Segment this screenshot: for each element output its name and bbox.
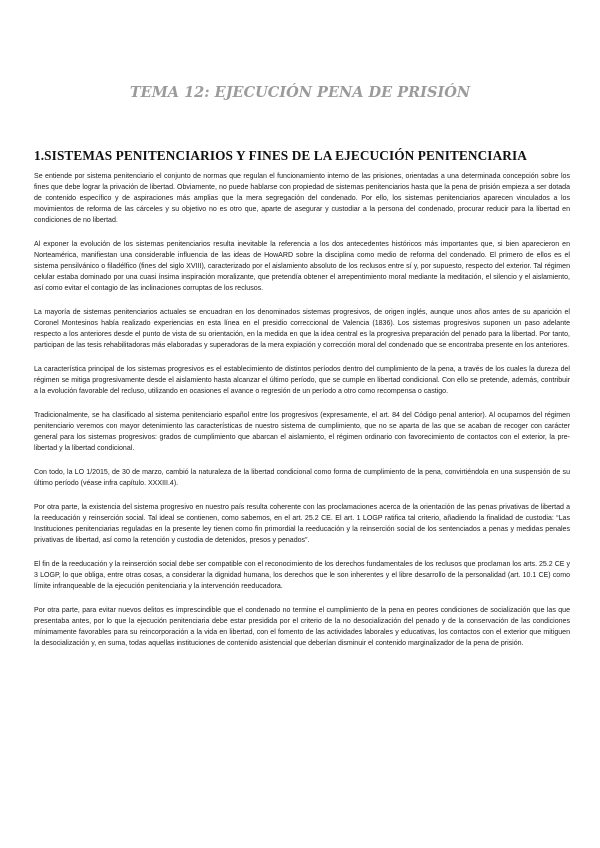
- paragraph: La mayoría de sistemas penitenciarios actuales se encuadran en los denominados sistemas progresivos, de origen inglés, aunque unos años antes de su aparición el Coronel Montesinos había realizado experiencias en esta línea en el presidio correccional de Valencia (1836). Los sistemas progresivos suponen un paso adelante respecto a los anteriores desde el punto de vista de su orientación, en la medida en que la idea central es la progresiva preparación del penado para la libertad. Por tanto, participan de las tesis rehabilitadoras más elaboradas y superadoras de la mera expiación y corrección moral del condenado que se encontraba presente en los anteriores.: [34, 308, 570, 349]
- section-heading: 1.SISTEMAS PENITENCIARIOS Y FINES DE LA EJECUCIÓN PENITENCIARIA: [34, 148, 527, 163]
- paragraph: La característica principal de los sistemas progresivos es el establecimiento de distintos períodos dentro del cumplimiento de la pena, a través de los cuales la dureza del régimen se mitiga progresivamente desde el aislamiento hasta alcanzar el último período, que se cumple en libertad condicional. Con ello se pretende, además, contribuir a la evolución favorable del recluso, utilizando en ocasiones el avance o regresión de un período a otro como recompensa o castigo.: [34, 365, 570, 395]
- paragraph: Tradicionalmente, se ha clasificado al sistema penitenciario español entre los progresivos (expresamente, el art. 84 del Código penal anterior). Al ocuparnos del régimen penitenciario veremos con mayor detenimiento las características de nuestro sistema de cumplimiento, que no se aparta de las que se acaban de recoger con carácter general para los sistemas progresivos: grados de cumplimiento que abarcan el aislamiento, el régimen ordinario con favorecimiento de contactos con el exterior, la pre-libertad y la libertad condicional.: [34, 411, 570, 452]
- paragraph: Por otra parte, la existencia del sistema progresivo en nuestro país resulta coherente con las proclamaciones acerca de la orientación de las penas privativas de libertad a la reeducación y reinserción social. Tal ideal se contienen, como sabemos, en el art. 25.2 CE. El art. 1 LOGP ratifica tal criterio, añadiendo la finalidad de custodia: “Las Instituciones penitenciarias reguladas en la presente ley tienen como fin primordial la reeducación y la reinserción social de los sentenciados a penas y medidas penales privativas de libertad, así como la retención y custodia de detenidos, presos y penados”.: [34, 504, 570, 544]
- body-text: [34, 172, 570, 663]
- paragraph: Con todo, la LO 1/2015, de 30 de marzo, cambió la naturaleza de la libertad condicional como forma de cumplimiento de la pena, convirtiéndola en una suspensión de su último período (véase infra capítulo. XXXIII.4).: [34, 468, 570, 487]
- paragraph: Por otra parte, para evitar nuevos delitos es imprescindible que el condenado no termine el cumplimiento de la pena en peores condiciones de socialización que las que presentaba antes, por lo que la ejecución penitenciaria debe estar presidida por el criterio de la no desocialización del penado y de la conservación de las condiciones mínimamente favorables para su reincorporación a la vida en libertad, con el fomento de las actividades laborales y educativas, los contactos con el exterior que mitiguen la desocialización y, en suma, todas aquellas instituciones de contenido asistencial que deberían disminuir el contenido marginalizador de la pena de prisión.: [34, 607, 570, 647]
- document-title: TEMA 12: EJECUCIÓN PENA DE PRISIÓN: [129, 84, 471, 101]
- paragraph: Se entiende por sistema penitenciario el conjunto de normas que regulan el funcionamiento interno de las prisiones, orientadas a una determinada concepción sobre los fines que debe lograr la privación de libertad. Obviamente, no puede hablarse con propiedad de sistemas penitenciarios hasta que la pena de prisión empieza a ser dotada de contenido específico y de aspiraciones más amplias que la mera segregación del condenado. Por ello, los sistemas penitenciarios aparecen vinculados a los movimientos de reforma de las cárceles y su objetivo no es otro que, aparte de asegurar y custodiar a la persona del condenado, procurar reducir para la libertad en condiciones de no libertad.: [34, 173, 570, 224]
- paragraph: Al exponer la evolución de los sistemas penitenciarios resulta inevitable la referencia a los dos antecedentes históricos más importantes que, si bien aparecieron en Norteamérica, manifiestan una considerable influencia de las ideas de HowARD sobre la disciplina como medio de reforma del condenado. El primero de ellos es el sistema pensilvánico o filadélfico (fines del siglo XVIII), caracterizado por el aislamiento absoluto de los reclusos entre sí y, por supuesto, respecto del exterior. Tal régimen celular estaba dominado por una cuasi ínsima inspiración moralizante, que pretendía obtener el arrepentimiento moral mediante la meditación, el silencio y el aislamiento, así como evitar el contagio de las inclinaciones corruptas de los reclusos.: [34, 240, 570, 292]
- paragraph: El fin de la reeducación y la reinserción social debe ser compatible con el reconocimiento de los derechos fundamentales de los reclusos que proclaman los arts. 25.2 CE y 3 LOGP, lo que obliga, entre otras cosas, a considerar la dignidad humana, los derechos que le son inherentes y el libre desarrollo de la personalidad (art. 10.1 CE) como límite infranqueable de la ejecución penitenciaria y la intervención reeducadora.: [34, 561, 570, 590]
